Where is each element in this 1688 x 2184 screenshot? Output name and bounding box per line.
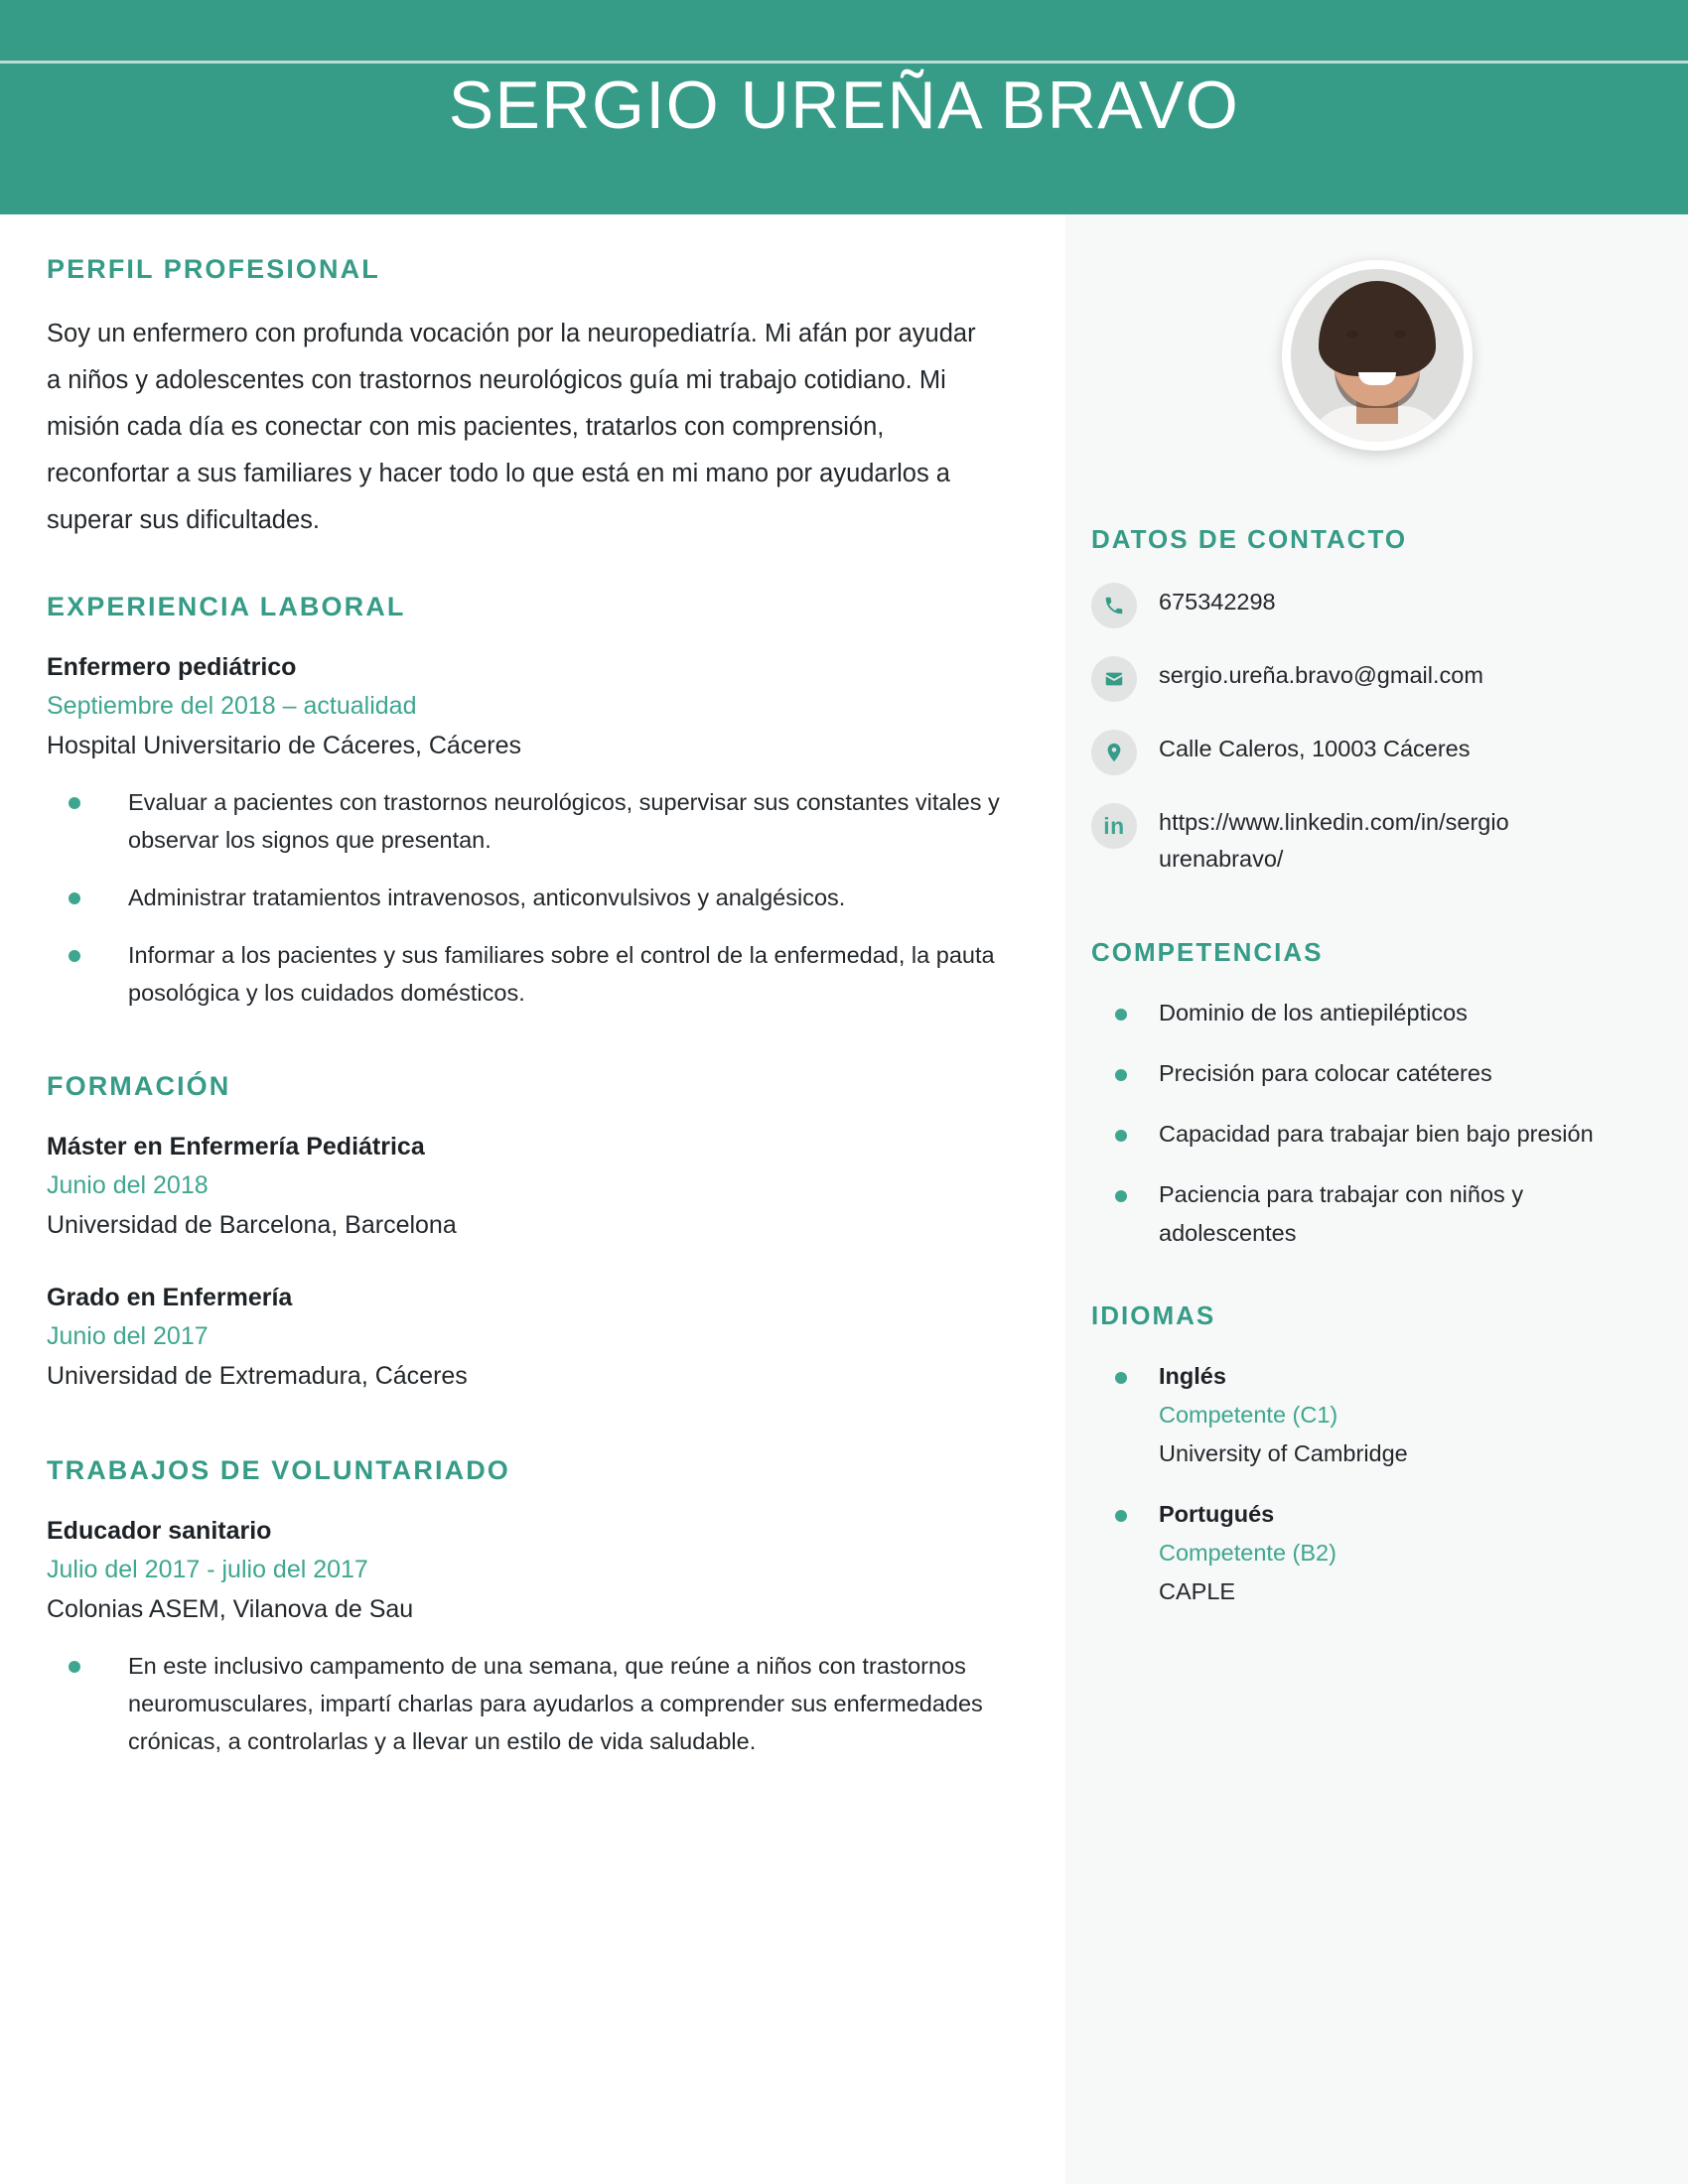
contact-value-phone: 675342298 [1159,589,1276,614]
contact-row-phone[interactable] [1091,581,1628,628]
language-level: Competente (C1) [1159,1402,1338,1428]
education-institution: Universidad de Extremadura, Cáceres [47,1362,468,1390]
experience-bullet: Administrar tratamientos intravenosos, anticonvulsivos y analgésicos. [47,879,1012,916]
language-item [1091,1495,1628,1611]
avatar-hair [1319,281,1436,376]
experience-item [47,648,1016,1012]
volunteering-item [47,1512,1016,1760]
section-title-contact: DATOS DE CONTACTO [1091,524,1408,554]
skill-item: Capacidad para trabajar bien bajo presión [1091,1115,1628,1154]
education-date: Junio del 2017 [47,1322,209,1350]
section-title-skills: COMPETENCIAS [1091,937,1324,967]
avatar-smile [1358,372,1396,385]
avatar-eye-right [1394,331,1406,338]
education-degree: Grado en Enfermería [47,1284,293,1311]
map-pin-icon [1091,730,1137,775]
experience-date: Septiembre del 2018 – actualidad [47,692,417,720]
experience-bullet: Informar a los pacientes y sus familiares sobre el control de la enfermedad, la pauta posológica y los cuidados domésticos. [47,936,1012,1012]
experience-bullet: Evaluar a pacientes con trastornos neurológicos, supervisar sus constantes vitales y observar los signos que presentan. [47,783,1012,859]
header-divider-line [0,61,1688,64]
left-column [0,214,1065,2184]
contact-value-linkedin: https://www.linkedin.com/in/sergio urenabravo/ [1159,809,1509,872]
skill-item: Paciencia para trabajar con niños y adolescentes [1091,1175,1628,1253]
contact-value-email: sergio.ureña.bravo@gmail.com [1159,662,1483,688]
skills-list [1091,994,1628,1253]
language-level: Competente (B2) [1159,1540,1336,1566]
education-item [47,1128,1016,1245]
section-title-volunteering: TRABAJOS DE VOLUNTARIADO [47,1455,510,1485]
avatar-wrapper [1065,260,1688,451]
spacer [1091,903,1628,937]
volunteering-bullet-list [47,1647,1016,1760]
experience-bullet-list [47,783,1016,1012]
avatar-brow-right [1390,321,1410,326]
header-band [0,0,1688,214]
education-date: Junio del 2018 [47,1171,209,1199]
right-sidebar [1065,214,1688,2184]
volunteering-date: Julio del 2017 - julio del 2017 [47,1556,368,1583]
page-title: SERGIO UREÑA BRAVO [448,68,1240,143]
languages-list [1091,1357,1628,1611]
language-institution: University of Cambridge [1159,1440,1408,1466]
section-title-profile: PERFIL PROFESIONAL [47,254,380,284]
education-institution: Universidad de Barcelona, Barcelona [47,1211,457,1239]
contact-value-address: Calle Caleros, 10003 Cáceres [1159,736,1471,761]
spacer [47,1045,1016,1071]
experience-organization: Hospital Universitario de Cáceres, Cáceres [47,732,521,759]
section-title-education: FORMACIÓN [47,1071,231,1101]
education-item [47,1279,1016,1396]
education-degree: Máster en Enfermería Pediátrica [47,1133,425,1160]
spacer [1091,451,1628,524]
contact-row-linkedin[interactable] [1091,801,1628,878]
section-title-languages: IDIOMAS [1091,1300,1216,1330]
volunteering-organization: Colonias ASEM, Vilanova de Sau [47,1595,414,1623]
experience-role: Enfermero pediátrico [47,653,297,681]
resume-body [0,214,1688,2184]
linkedin-icon: in [1091,803,1137,849]
contact-row-address[interactable] [1091,728,1628,775]
envelope-icon [1091,656,1137,702]
language-name: Portugués [1159,1501,1275,1527]
avatar [1282,260,1473,451]
contact-row-email[interactable] [1091,654,1628,702]
skill-item: Dominio de los antiepilépticos [1091,994,1628,1032]
language-name: Inglés [1159,1363,1226,1389]
spacer [1091,1275,1628,1300]
spacer [47,1430,1016,1455]
phone-icon [1091,583,1137,628]
section-title-experience: EXPERIENCIA LABORAL [47,592,406,621]
profile-summary-text: Soy un enfermero con profunda vocación por la neuropediatría. Mi afán por ayudar a niños y adolescentes con trastornos neurológicos guía mi trabajo cotidiano. Mi misión cada día es conectar con mis pacientes, tratarlos con comprensión, reconfortar a sus familiares y hacer todo lo que está en mi mano por ayudarlos a superar sus dificultades. [47,320,976,534]
volunteering-bullet: En este inclusivo campamento de una semana, que reúne a niños con trastornos neuromusculares, impartí charlas para ayudarlos a comprender sus enfermedades crónicas, a controlarlas y a llevar un estilo de vida saludable. [47,1647,1012,1760]
language-institution: CAPLE [1159,1578,1236,1604]
language-item [1091,1357,1628,1473]
contact-list [1091,581,1628,878]
skill-item: Precisión para colocar catéteres [1091,1054,1628,1093]
volunteering-role: Educador sanitario [47,1517,272,1545]
avatar-image [1291,269,1464,442]
avatar-eye-left [1346,331,1358,338]
avatar-brow-left [1342,321,1362,326]
